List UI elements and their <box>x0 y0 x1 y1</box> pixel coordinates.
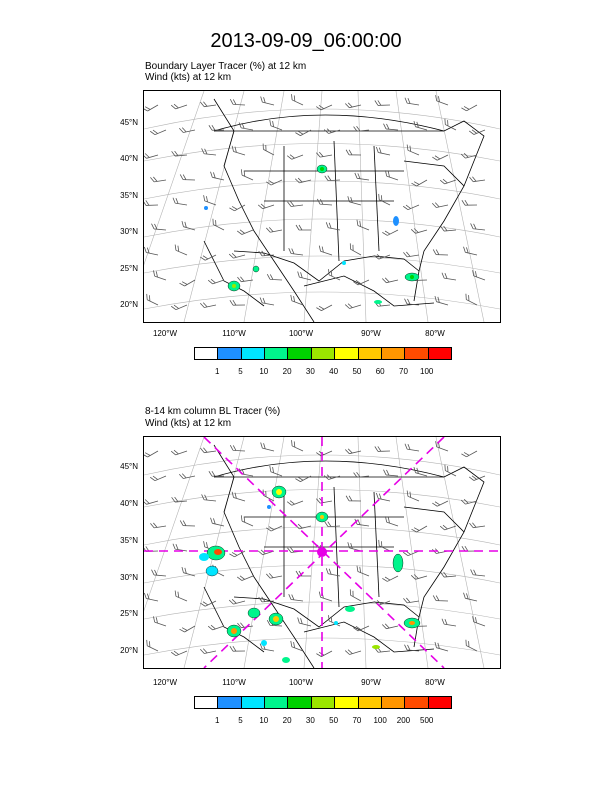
wind-barb <box>316 301 332 312</box>
wind-barb <box>237 621 253 628</box>
colorbar-label: 30 <box>305 367 315 376</box>
wind-barb <box>229 547 245 559</box>
wind-barb <box>348 243 364 255</box>
wind-barb <box>230 646 245 651</box>
wind-barb <box>258 200 274 209</box>
wind-barb <box>150 175 166 182</box>
wind-barb <box>316 647 332 658</box>
colorbar-label: 70 <box>352 716 362 725</box>
panel2-borders <box>204 445 484 668</box>
colorbar-label: 5 <box>238 716 243 725</box>
wind-barb <box>151 224 166 230</box>
panel1-lat-label: 45°N <box>120 118 138 127</box>
wind-barb <box>230 300 245 305</box>
colorbar-box <box>288 697 311 708</box>
wind-barb <box>382 275 398 283</box>
colorbar-label: 30 <box>305 716 315 725</box>
panel2-lon-label: 100°W <box>288 678 314 687</box>
colorbar-box <box>382 348 405 359</box>
wind-barb <box>434 95 450 105</box>
wind-barb <box>374 250 390 260</box>
wind-barb <box>382 226 398 237</box>
wind-barb <box>433 249 448 255</box>
wind-barb <box>238 122 254 130</box>
wind-barb <box>173 591 189 601</box>
panel1-map <box>143 90 501 323</box>
wind-barb <box>287 496 303 506</box>
wind-barb <box>461 447 477 459</box>
colorbar-box <box>429 697 451 708</box>
wind-barb <box>346 150 361 155</box>
wind-barb <box>441 619 457 626</box>
colorbar-box <box>359 348 382 359</box>
wind-barb <box>237 225 253 235</box>
wind-barb <box>209 471 224 476</box>
colorbar-label: 50 <box>329 716 339 725</box>
wind-barb <box>201 148 216 155</box>
wind-barb <box>171 446 187 456</box>
colorbar-box <box>195 348 218 359</box>
panel1-lat-label: 35°N <box>120 191 138 200</box>
colorbar-box <box>335 697 358 708</box>
wind-barb <box>382 621 398 629</box>
panel2-title: 8-14 km column BL Tracer (%) <box>145 406 281 417</box>
wind-barb <box>375 100 390 106</box>
page-title: 2013-09-09_06:00:00 <box>210 30 402 52</box>
wind-barb <box>354 125 369 132</box>
wind-barb <box>411 225 427 234</box>
wind-barb <box>461 101 477 113</box>
wind-barb <box>295 521 311 529</box>
wind-barb <box>180 174 195 180</box>
wind-barb <box>462 200 477 205</box>
panel1-lat-label: 25°N <box>120 264 138 273</box>
colorbar-box <box>242 697 265 708</box>
wind-barb <box>432 200 448 208</box>
panel1-borders <box>204 99 484 322</box>
wind-barb <box>180 520 195 526</box>
wind-barb <box>179 125 195 133</box>
panel1-subtitle: Wind (kts) at 12 km <box>145 72 232 83</box>
wind-barb <box>200 300 216 308</box>
panel1-lat-label: 40°N <box>120 154 138 163</box>
wind-barb <box>181 567 197 576</box>
wind-barb <box>317 199 332 205</box>
wind-barb <box>172 198 188 205</box>
wind-barb <box>462 247 478 255</box>
panel1-lon-label: 80°W <box>425 329 445 338</box>
colorbar-box <box>359 697 382 708</box>
colorbar-label: 10 <box>259 367 269 376</box>
wind-barb <box>268 120 284 130</box>
wind-barb <box>382 572 398 583</box>
wind-barb <box>325 175 340 181</box>
wind-barb <box>179 471 195 479</box>
wind-barb <box>237 571 253 581</box>
wind-barb <box>152 270 168 280</box>
wind-barb <box>296 571 311 576</box>
wind-barb <box>296 618 312 626</box>
wind-barb <box>375 147 391 155</box>
wind-barb <box>266 225 282 233</box>
wind-barb <box>384 516 400 526</box>
wind-barb <box>354 173 370 180</box>
wind-barb <box>404 98 420 105</box>
colorbar-box <box>265 348 288 359</box>
wind-barb <box>288 594 303 601</box>
wind-barb <box>404 444 420 451</box>
wind-barb <box>403 250 419 257</box>
wind-barb <box>144 247 159 255</box>
colorbar-box <box>288 348 311 359</box>
wind-barb <box>405 491 421 501</box>
wind-barb <box>441 273 457 280</box>
panel2-map <box>143 436 501 669</box>
colorbar-label: 100 <box>420 367 434 376</box>
wind-barb <box>181 221 197 230</box>
wind-barb <box>180 276 195 288</box>
wind-barb <box>432 546 448 554</box>
wind-barb <box>295 175 311 183</box>
colorbar-label: 200 <box>396 716 411 725</box>
wind-barb <box>296 272 312 280</box>
wind-barb <box>144 593 159 601</box>
wind-barb <box>471 616 487 626</box>
wind-barb <box>287 150 303 160</box>
panel2-subtitle: Wind (kts) at 12 km <box>145 418 232 429</box>
panel2-lon-label: 120°W <box>152 678 178 687</box>
wind-barb <box>151 570 166 576</box>
wind-barb <box>470 223 485 230</box>
panel1-lon-label: 90°W <box>361 329 381 338</box>
panel2-lon-label: 90°W <box>361 678 381 687</box>
colorbar-label: 1 <box>215 716 220 725</box>
wind-barb <box>316 100 332 111</box>
panel2-lat-label: 40°N <box>120 499 138 508</box>
panel1-lat-label: 30°N <box>120 227 138 236</box>
panel1-lat-label: 20°N <box>120 300 138 309</box>
panel2-lat-label: 25°N <box>120 609 138 618</box>
wind-barb <box>268 466 284 476</box>
wind-barb <box>289 94 305 105</box>
panel2-lon-label: 110°W <box>222 678 246 687</box>
wind-barb <box>152 616 168 626</box>
colorbar-box <box>312 697 335 708</box>
panel2-wind-barbs <box>144 440 487 658</box>
wind-barb <box>230 445 245 451</box>
colorbar-box <box>242 348 265 359</box>
colorbar-label: 10 <box>259 716 269 725</box>
wind-barb <box>434 441 450 451</box>
wind-barb <box>289 440 305 451</box>
colorbar-label: 50 <box>352 367 362 376</box>
colorbar-box <box>382 697 405 708</box>
wind-barb <box>229 201 245 213</box>
panel2-tracer-blobs <box>199 486 420 663</box>
colorbar-label: 5 <box>238 367 243 376</box>
wind-barb <box>259 97 275 105</box>
wind-barb <box>433 595 448 601</box>
colorbar-label: 60 <box>375 367 385 376</box>
wind-barb <box>403 596 419 603</box>
wind-barb <box>471 270 487 280</box>
wind-barb <box>383 124 398 130</box>
wind-barb <box>375 446 390 452</box>
wind-barb <box>325 521 340 527</box>
wind-barb <box>354 519 370 526</box>
panel1-colorbar <box>194 347 452 360</box>
wind-barb <box>316 150 332 158</box>
wind-barb <box>237 275 253 282</box>
wind-barb <box>377 194 393 205</box>
wind-barb <box>348 589 364 601</box>
colorbar-box <box>405 697 428 708</box>
wind-barb <box>144 447 158 459</box>
wind-barb <box>201 494 216 501</box>
wind-barb <box>144 101 158 113</box>
wind-barb <box>288 248 303 255</box>
wind-barb <box>469 175 485 182</box>
colorbar-box <box>218 697 241 708</box>
panel2-lon-label: 80°W <box>425 678 445 687</box>
wind-barb <box>462 593 478 601</box>
colorbar-box <box>218 348 241 359</box>
wind-barb <box>230 99 245 105</box>
wind-barb <box>200 646 216 654</box>
wind-barb <box>411 571 427 580</box>
colorbar-box <box>429 348 451 359</box>
wind-barb <box>345 300 361 309</box>
wind-barb <box>325 222 341 230</box>
panel1-lon-label: 100°W <box>288 329 314 338</box>
wind-barb <box>144 200 158 206</box>
panel1-lon-label: 110°W <box>222 329 246 338</box>
wind-barb <box>144 496 158 505</box>
wind-barb <box>145 294 161 305</box>
wind-barb <box>180 622 195 634</box>
wind-barb <box>173 245 189 255</box>
colorbar-label: 500 <box>420 716 434 725</box>
wind-barb <box>200 446 216 453</box>
wind-barb <box>172 544 188 551</box>
wind-barb <box>144 150 158 159</box>
panel2-map-canvas <box>144 437 500 668</box>
wind-barb <box>318 246 334 255</box>
colorbar-label: 20 <box>282 716 292 725</box>
wind-barb <box>470 569 485 576</box>
colorbar-label: 40 <box>329 367 339 376</box>
wind-barb <box>145 640 161 651</box>
colorbar-box <box>265 697 288 708</box>
wind-barb <box>316 446 332 457</box>
wind-barb <box>377 540 393 551</box>
colorbar-label: 70 <box>399 367 408 376</box>
panel1-lon-label: 120°W <box>152 329 178 338</box>
wind-barb <box>405 145 421 155</box>
colorbar-label: 100 <box>373 716 387 725</box>
wind-barb <box>324 471 340 480</box>
wind-barb <box>316 496 332 504</box>
colorbar-label: 1 <box>215 367 220 376</box>
wind-barb <box>325 568 341 576</box>
wind-barb <box>209 125 224 130</box>
wind-barb <box>202 195 218 205</box>
panel1-title: Boundary Layer Tracer (%) at 12 km <box>145 61 307 72</box>
colorbar-box <box>405 348 428 359</box>
wind-barb <box>318 592 334 601</box>
wind-barb <box>267 274 282 280</box>
panel2-lat-label: 45°N <box>120 462 138 471</box>
panel2-lat-label: 30°N <box>120 573 138 582</box>
wind-barb <box>346 496 361 501</box>
panel2-lat-label: 20°N <box>120 646 138 655</box>
wind-barb <box>469 521 485 528</box>
colorbar-box <box>195 697 218 708</box>
wind-barb <box>266 571 282 579</box>
wind-barb <box>324 125 340 134</box>
wind-barb <box>171 100 187 110</box>
panel1-wind-barbs <box>144 94 487 312</box>
colorbar-box <box>335 348 358 359</box>
wind-barb <box>296 225 311 230</box>
wind-barb <box>259 443 275 451</box>
wind-barb <box>374 596 390 606</box>
wind-barb <box>383 470 398 476</box>
wind-barb <box>354 471 369 478</box>
wind-barb <box>345 646 361 655</box>
wind-barb <box>384 170 400 180</box>
colorbar-label: 20 <box>282 367 292 376</box>
panel2-colorbar <box>194 696 452 709</box>
panel2-lat-label: 35°N <box>120 536 138 545</box>
panel1-map-canvas <box>144 91 500 322</box>
colorbar-box <box>312 348 335 359</box>
wind-barb <box>200 100 216 107</box>
wind-barb <box>150 521 166 528</box>
panel1-tracer-blobs <box>204 165 419 304</box>
